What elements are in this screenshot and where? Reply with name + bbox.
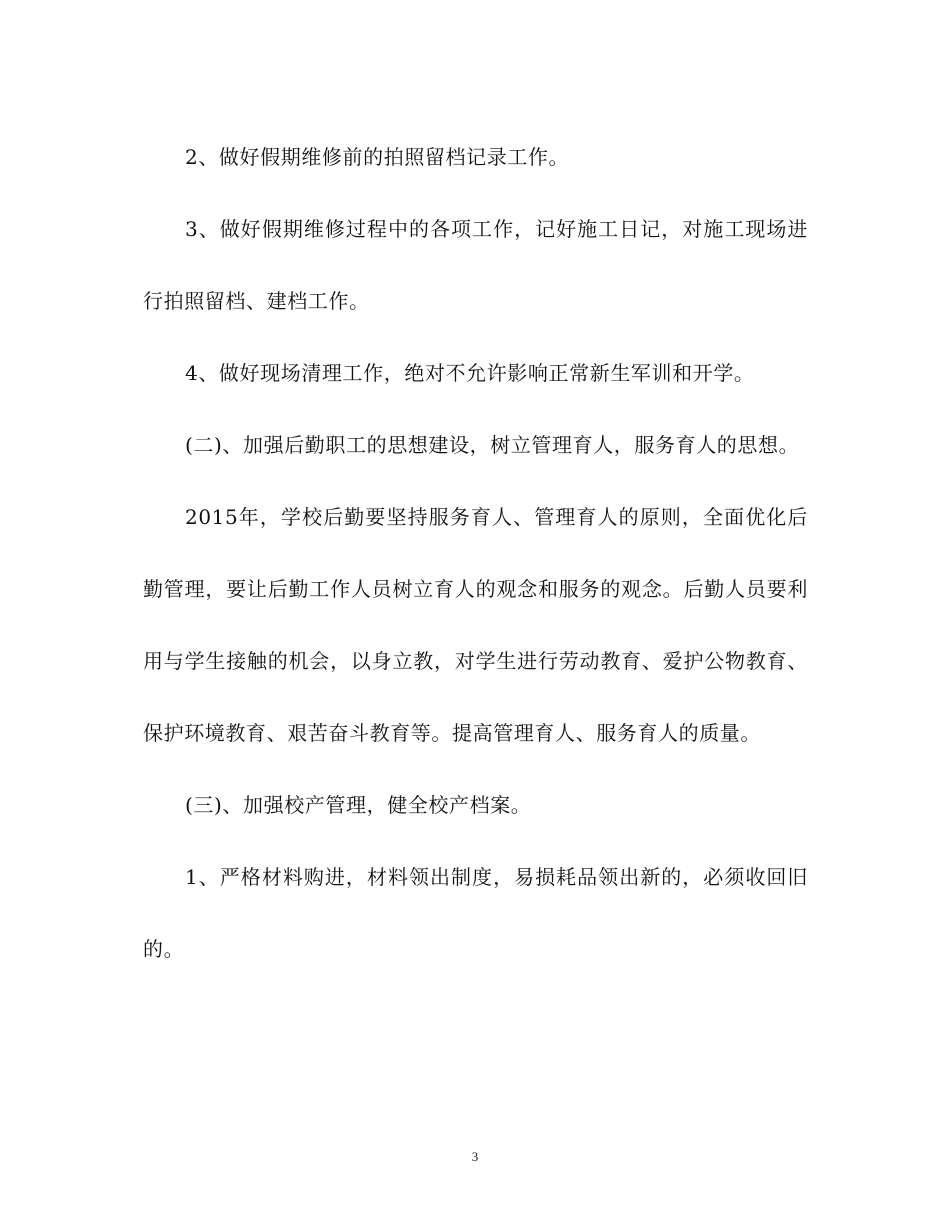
paragraph-item-1: 1、严格材料购进，材料领出制度，易损耗品领出新的，必须收回旧的。 (143, 865, 808, 961)
paragraph-item-3: 3、做好假期维修过程中的各项工作，记好施工日记，对施工现场进行拍照留档、建档工作。 (143, 217, 808, 313)
paragraph-2015-plan: 2015年，学校后勤要坚持服务育人、管理育人的原则，全面优化后勤管理，要让后勤工作人员树立育人的观念和服务的观念。后勤人员要利用与学生接触的机会，以身立教，对学生进行劳动教育、爱护公物教育、保护环境教育、艰苦奋斗教育等。提高管理育人、服务育人的质量。 (143, 505, 808, 745)
document-body (143, 121, 808, 985)
paragraph-item-4: 4、做好现场清理工作，绝对不允许影响正常新生军训和开学。 (185, 361, 755, 385)
page-number: 3 (471, 1149, 479, 1164)
section-heading-3: (三)、加强校产管理，健全校产档案。 (185, 793, 532, 817)
section-heading-2: (二)、加强后勤职工的思想建设，树立管理育人，服务育人的思想。 (185, 433, 800, 457)
paragraph-item-2: 2、做好假期维修前的拍照留档记录工作。 (185, 145, 570, 169)
